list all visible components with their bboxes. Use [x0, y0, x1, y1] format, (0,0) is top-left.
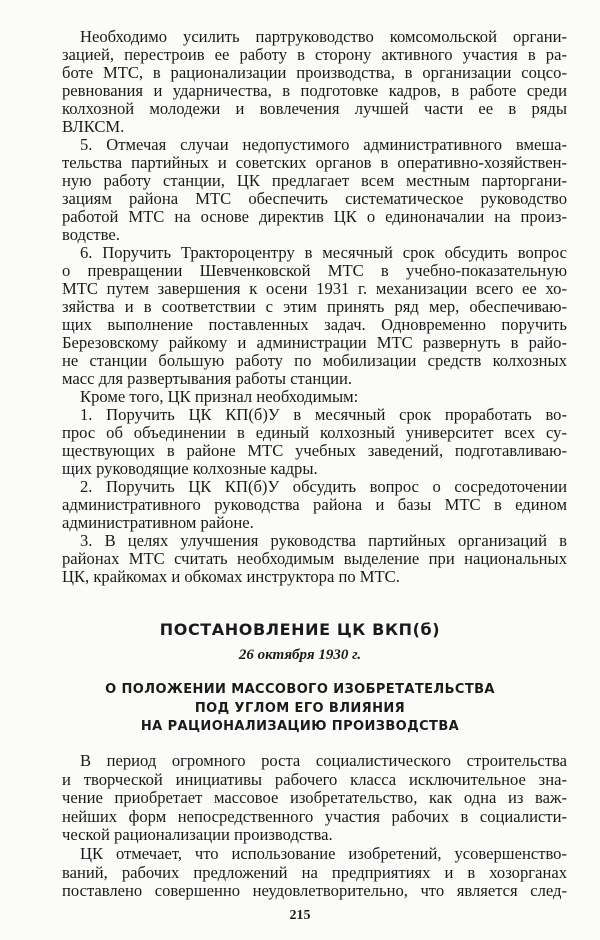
text-line: ЦК, крайкомах и обкомах инструктора по МТС.: [62, 567, 400, 586]
text-line: прос об объединении в единый колхозный университет всех су-: [62, 423, 567, 442]
text-line: зациям района МТС обеспечить систематическое руководство: [62, 189, 567, 208]
text-line: нейших форм непосредственного участия рабочих в социалисти-: [62, 806, 567, 826]
text-line: ческой рационализации производства.: [62, 825, 333, 845]
text-line: 3. В целях улучшения руководства партийных организаций в: [80, 531, 567, 550]
text-line: масс для развертывания работы станции.: [62, 369, 353, 388]
text-line: щих выполнение поставленных задач. Одновременно поручить: [62, 315, 567, 334]
paragraph: [62, 28, 567, 136]
text-line: не станции большую работу по мобилизации средств колхозных: [62, 351, 567, 370]
resolution-date: 26 октября 1930 г.: [238, 647, 362, 663]
resolution-title: ПОСТАНОВЛЕНИЕ ЦК ВКП(б): [159, 620, 441, 639]
paragraph: [62, 406, 567, 478]
text-line: тельства партийных и советских органов в оперативно-хозяйствен-: [62, 153, 567, 172]
text-line: водстве.: [62, 225, 120, 244]
paragraph: [62, 532, 567, 586]
heading-line: О ПОЛОЖЕНИИ МАССОВОГО ИЗОБРЕТАТЕЛЬСТВА: [105, 682, 495, 697]
text-line: МТС путем завершения к осени 1931 г. механизации всего ее хо-: [62, 279, 567, 298]
text-line: щих руководящие колхозные кадры.: [62, 459, 318, 478]
text-line: административного руководства района и базы МТС в едином: [62, 495, 567, 514]
heading-line: ПОД УГЛОМ ЕГО ВЛИЯНИЯ: [194, 700, 406, 716]
text-line: зацией, перестроив ее работу в сторону активного участия в ра-: [62, 45, 567, 64]
text-line: ЦК отмечает, что использование изобретений, усовершенство-: [80, 843, 567, 863]
text-line: колхозной молодежи и вовлечения лучшей части ее в ряды: [62, 99, 567, 118]
paragraph: [62, 752, 567, 845]
text-line: ваний, рабочих предложений на предприятиях и в хозорганах: [62, 862, 567, 882]
text-line: боте МТС, в рационализации производства, в организации соцсо-: [62, 63, 567, 82]
resolution-heading: [0, 681, 600, 737]
text-line: районах МТС считать необходимым выделение при национальных: [62, 549, 567, 568]
text-line: чение приобретает массовое изобретательство, как одна из важ-: [62, 788, 567, 808]
text-line: и творческой инициативы рабочего класса исключительное зна-: [62, 769, 567, 789]
paragraph: [62, 244, 567, 388]
text-line: ВЛКСМ.: [62, 117, 125, 136]
text-line: 2. Поручить ЦК КП(б)У обсудить вопрос о сосредоточении: [80, 477, 567, 496]
page-number: 215: [289, 908, 311, 923]
text-line: о превращении Шевченковской МТС в учебно-показательную: [62, 261, 567, 280]
text-line: 1. Поручить ЦК КП(б)У в месячный срок проработать во-: [80, 405, 567, 424]
text-line: 5. Отмечая случаи недопустимого административного вмеша-: [80, 135, 567, 154]
text-line: поставлено совершенно неудовлетворительно, что является след-: [62, 881, 567, 901]
paragraph: [62, 136, 567, 244]
text-line: зяйства и в соответствии с этим принять ряд мер, обеспечиваю-: [62, 297, 567, 316]
body-text-top: [62, 28, 567, 586]
paragraph: [62, 478, 567, 532]
paragraph: [62, 388, 567, 406]
text-line: В период огромного роста социалистического строительства: [80, 751, 567, 770]
text-line: ществующих в районе МТС учебных заведений, подготавливаю-: [62, 441, 567, 460]
heading-line: НА РАЦИОНАЛИЗАЦИЮ ПРОИЗВОДСТВА: [140, 719, 460, 734]
text-line: ную работу станции, ЦК предлагает всем местным парторгани-: [62, 171, 567, 190]
text-line: административном районе.: [62, 513, 254, 532]
text-line: 6. Поручить Трактороцентру в месячный срок обсудить вопрос: [80, 243, 567, 262]
paragraph: [62, 845, 567, 901]
text-line: ревнования и ударничества, в подготовке кадров, в работе среди: [62, 81, 567, 100]
text-line: работой МТС на основе директив ЦК о единоначалии на произ-: [62, 207, 567, 226]
text-line: Березовскому райкому и администрации МТС развернуть в райо-: [62, 333, 567, 352]
text-line: Кроме того, ЦК признал необходимым:: [80, 387, 359, 406]
body-text-bottom: [62, 752, 567, 901]
text-line: Необходимо усилить партруководство комсомольской органи-: [80, 27, 567, 46]
